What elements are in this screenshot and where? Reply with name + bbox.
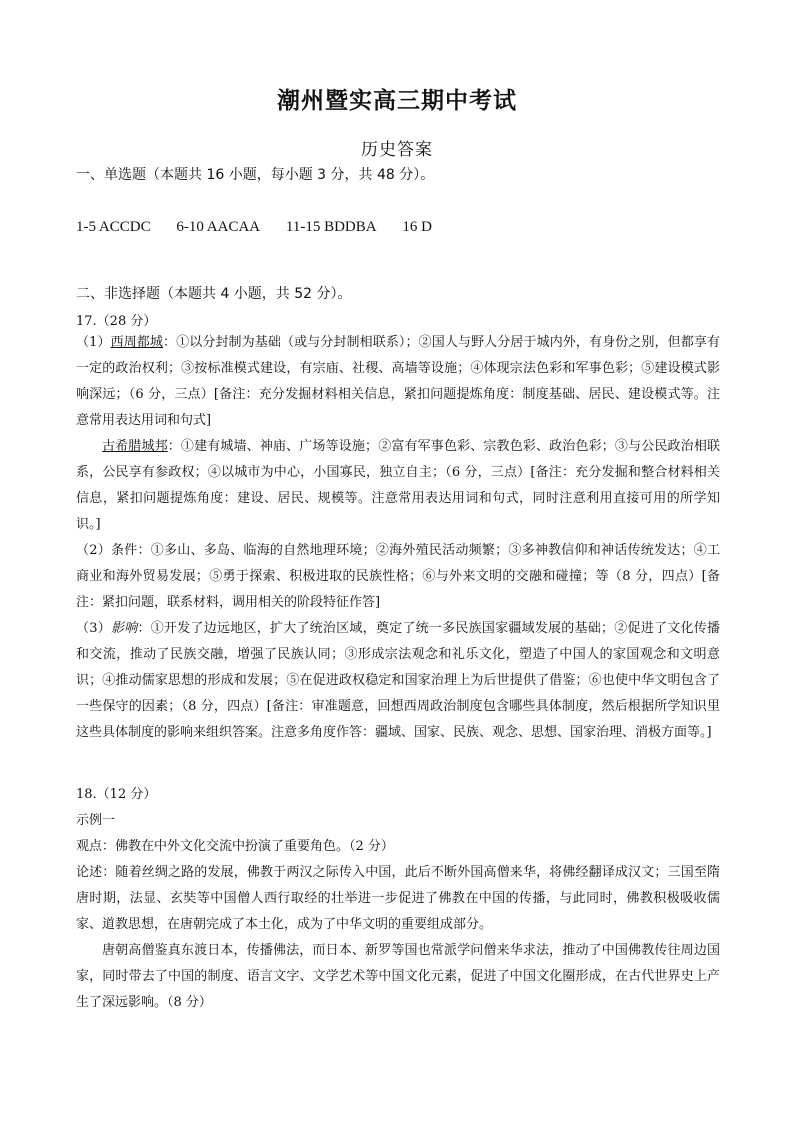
greek-polis-text: ：①建有城墙、神庙、广场等设施；②富有军事色彩、宗教色彩、政治色彩；③与公民政治相联系，公民享有参政权；④以城市为中心，小国寡民，独立自主；（6 分，三点）[备注：充分发掘和整合材料相关信息，紧扣问题提炼角度：建设、居民、规模等。注意常用表达用词和句式，同时注意利用直接可用的所学知识。] [76, 439, 720, 532]
impact-text: ：①开发了边远地区，扩大了统治区域，奠定了统一多民族国家疆域发展的基础；②促进了文化传播和交流，推动了民族交融，增强了民族认同；③形成宗法观念和礼乐文化，塑造了中国人的家国观念和文明意识；④推动儒家思想的形成和发展；⑤在促进政权稳定和国家治理上为后世提供了借鉴；⑥也使中华文明包含了一些保守的因素；（8 分，四点）[备注：审准题意，回想西周政治制度包含哪些具体制度，然后根据所学知识里这些具体制度的影响来组织答案。注意多角度作答：疆域、国家、民族、观念、思想、国家治理、消极方面等。] [76, 621, 720, 740]
q18-header: 18.（12 分） [76, 787, 157, 802]
exam-subtitle: 历史答案 [361, 140, 433, 160]
q17-header: 17.（28 分） [76, 314, 157, 329]
q17-part1-greek [76, 434, 720, 538]
west-zhou-label: 西周都城 [110, 335, 164, 350]
choice-answers [76, 219, 454, 236]
q17-part3 [76, 616, 720, 746]
impact-label: 影响 [111, 621, 138, 636]
part-number: （1） [76, 335, 111, 350]
q18-example-label: 示例一 [76, 813, 116, 828]
part-number: （3） [76, 621, 112, 636]
section2-heading: 二、非选择题（本题共 4 小题，共 52 分）。 [76, 286, 352, 302]
exam-title: 潮州暨实高三期中考试 [277, 88, 517, 114]
answer-group: 11-15 BDDBA [285, 219, 377, 235]
q17-answer-body [76, 330, 720, 746]
q18-viewpoint: 观点：佛教在中外文化交流中扮演了重要角色。（2 分） [76, 839, 394, 854]
q17-part2: （2）条件：①多山、多岛、临海的自然地理环境；②海外殖民活动频繁；③多神教信仰和神话传统发达；④工商业和海外贸易发展；⑤勇于探索、积极进取的民族性格；⑥与外来文明的交融和碰撞；等（8 分，四点）[备注：紧扣问题，联系材料，调用相关的阶段特征作答] [76, 543, 720, 610]
section1-heading: 一、单选题（本题共 16 小题，每小题 3 分，共 48 分）。 [76, 167, 435, 183]
q18-argument: 论述：随着丝绸之路的发展，佛教于两汉之际传入中国，此后不断外国高僧来华，将佛经翻译成汉文；三国至隋唐时期，法显、玄奘等中国僧人西行取经的壮举进一步促进了佛教在中国的传播，与此同时，佛教积极吸收儒家、道教思想，在唐朝完成了本土化，成为了中华文明的重要组成部分。 [76, 865, 720, 932]
greek-polis-label: 古希腊城邦 [102, 439, 168, 454]
q18-answer-body [76, 782, 720, 1016]
q17-part1-west-zhou [76, 330, 720, 434]
answer-group: 6-10 AACAA [176, 219, 261, 235]
answer-group: 16 D [402, 219, 432, 235]
answer-group: 1-5 ACCDC [76, 219, 151, 235]
q18-argument-continued: 唐朝高僧鉴真东渡日本，传播佛法，而日本、新罗等国也常派学问僧来华求法，推动了中国佛教传往周边国家，同时带去了中国的制度、语言文字、文学艺术等中国文化元素，促进了中国文化圈形成，在古代世界史上产生了深远影响。（8 分） [76, 943, 720, 1010]
west-zhou-text: ：①以分封制为基础（或与分封制相联系）；②国人与野人分居于城内外，有身份之别，但都享有一定的政治权利；③按标准模式建设，有宗庙、社稷、高墙等设施；④体现宗法色彩和军事色彩；⑤建设模式影响深远；（6 分，三点）[备注：充分发掘材料相关信息，紧扣问题提炼角度：制度基础、居民、建设模式等。注意常用表达用词和句式] [76, 335, 720, 428]
